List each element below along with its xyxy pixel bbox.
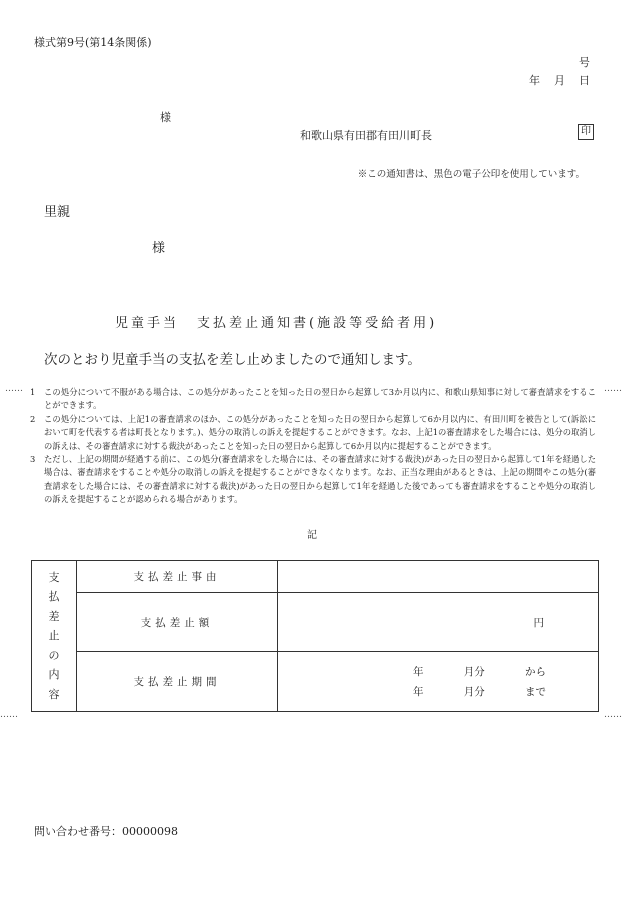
note-item: 1 この処分について不服がある場合は、この処分があったことを知った日の翌日から起算して3か月以内に、和歌山県知事に対して審査請求をすることができます。 (30, 387, 596, 411)
fold-mark-left-bottom: …… (0, 710, 18, 720)
ki-heading: 記 (307, 530, 317, 541)
recipient-honorific: 様 (152, 241, 166, 256)
form-number-label: 様式第9号(第14条関係) (34, 36, 152, 49)
reason-label: 支払差止事由 (77, 561, 278, 593)
suspension-detail-table (31, 560, 599, 712)
date-year: 年 (529, 74, 540, 87)
addressee-honorific: 様 (160, 111, 171, 124)
reason-value (278, 561, 599, 593)
period-value (278, 652, 599, 712)
period-to: 年 月分 まで (413, 685, 546, 698)
issue-date (515, 72, 590, 88)
period-label: 支払差止期間 (77, 652, 278, 712)
recipient-name: 里親 (44, 205, 71, 220)
table-side-label: 支 払 差 止 の 内 容 (32, 561, 77, 712)
appeal-notes (30, 386, 596, 507)
document-number-label: 号 (579, 56, 590, 69)
amount-label: 支払差止額 (77, 593, 278, 652)
note-item: 3 ただし、上記の期間が経過する前に、この処分(審査請求をした場合には、その審査請求に対する裁決)があった日の翌日から起算して1年を経過した場合は、審査請求をすることや処分の取消しの訴えを提起することができなくなります。なお、正当な理由があるときは、上記の期間やこの処分(審査請求をした場合には、その審査請求に対する裁決)があった日の翌日から起算して1年を経過した後であっても審査請求をすることや処分の取消しの訴えを提起することが認められる場合があります。 (30, 454, 596, 505)
period-from: 年 月分 から (413, 665, 546, 678)
fold-mark-right-top: …… (604, 384, 622, 394)
amount-value: 円 (278, 593, 599, 652)
issuer-name: 和歌山県有田郡有田川町長 (300, 129, 432, 142)
seal-note: ※この通知書は、黒色の電子公印を使用しています。 (357, 169, 585, 180)
date-day: 日 (579, 74, 590, 87)
note-item: 2 この処分については、上記1の審査請求のほか、この処分があったことを知った日の翌日から起算して6か月以内に、有田川町を被告として(訴訟において町を代表する者は町長となります。)、処分の取消しの訴えを提起することができます。なお、上記1の審査請求をした場合には、処分の取消しの訴えは、その審査請求に対する裁決があったことを知った日の翌日から起算して6か月以内に提起することができます。 (30, 413, 596, 451)
fold-mark-left-top: …… (5, 384, 23, 394)
inquiry-number: 問い合わせ番号：00000098 (34, 825, 178, 838)
seal-stamp: 印 (578, 124, 594, 140)
title-part2: 支払差止通知書(施設等受給者用) (197, 316, 438, 331)
fold-mark-right-bottom: …… (604, 710, 622, 720)
document-title (115, 312, 437, 331)
date-month: 月 (554, 74, 565, 87)
title-part1: 児童手当 (115, 316, 180, 331)
lead-sentence: 次のとおり児童手当の支払を差し止めましたので通知します。 (44, 352, 421, 368)
